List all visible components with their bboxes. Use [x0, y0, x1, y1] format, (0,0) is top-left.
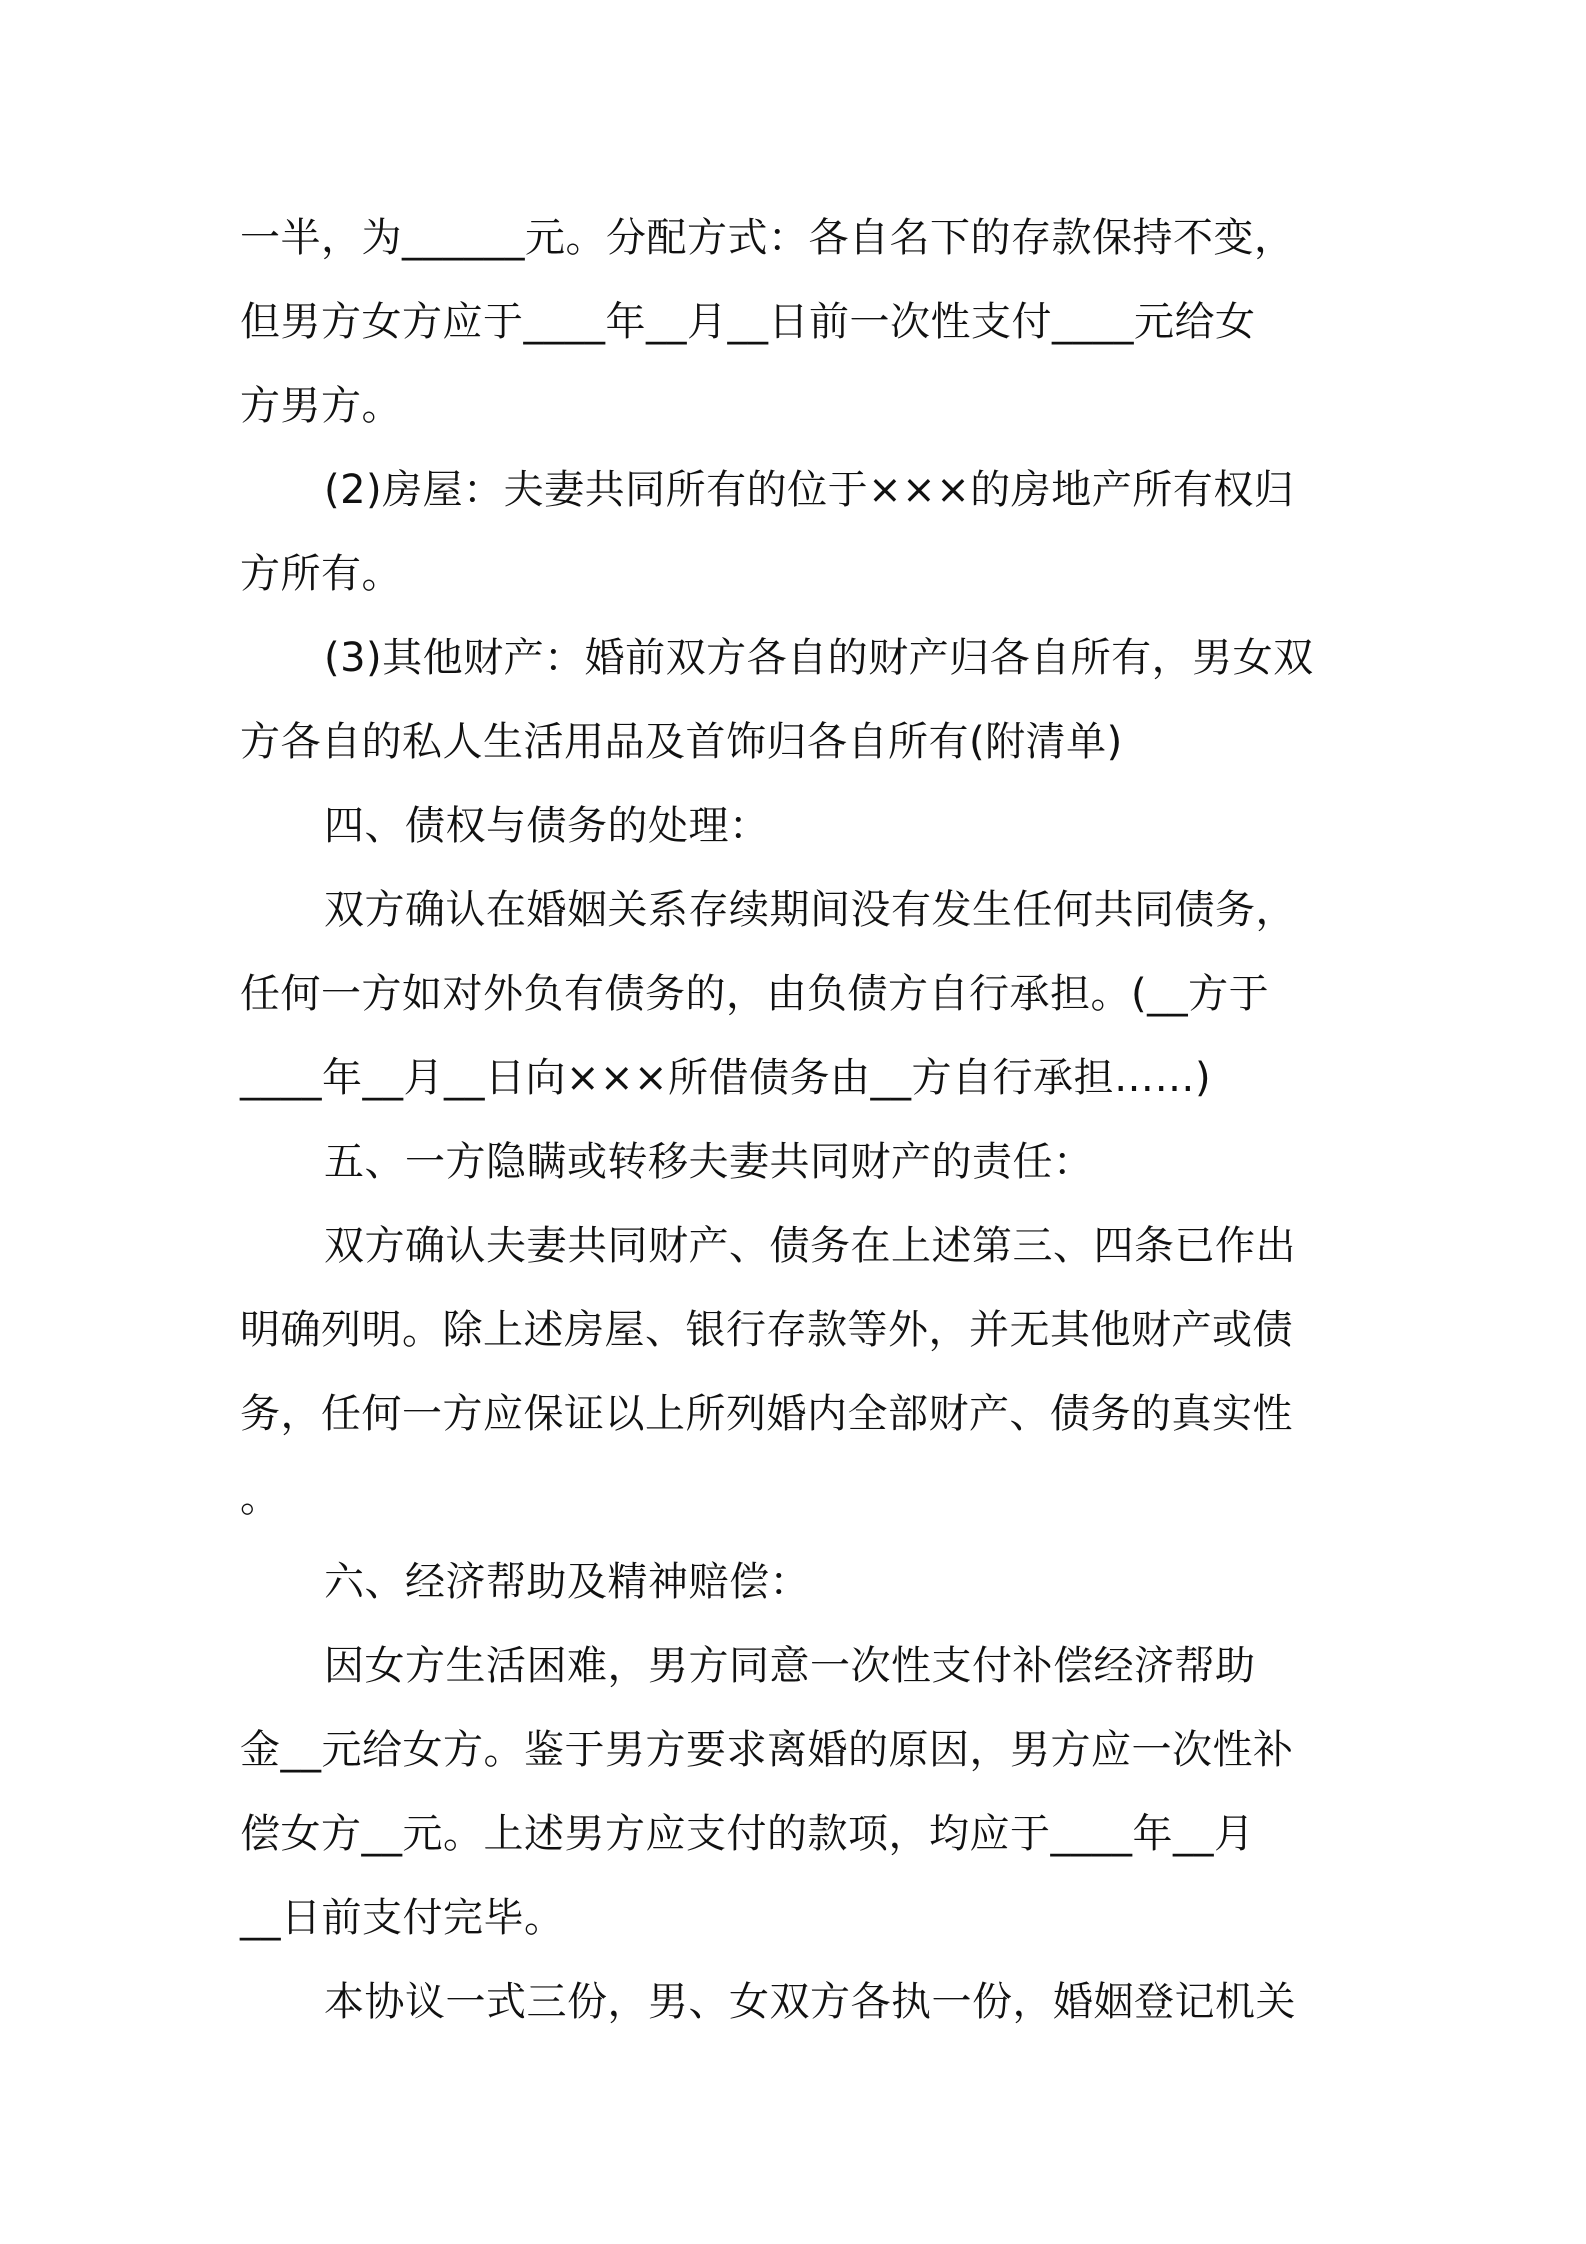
section-heading: 六、经济帮助及精神赔偿：: [324, 1559, 810, 1605]
paragraph-line: 但男方女方应于____年__月__日前一次性支付____元给女: [240, 299, 1256, 345]
paragraph-line: 。: [240, 1475, 281, 1521]
paragraph-line: 双方确认夫妻共同财产、债务在上述第三、四条已作出: [324, 1223, 1296, 1269]
paragraph-line: 一半，为______元。分配方式：各自名下的存款保持不变，: [240, 215, 1295, 261]
paragraph-line: (2)房屋：夫妻共同所有的位于×××的房地产所有权归: [324, 467, 1295, 513]
paragraph-line: 方男方。: [240, 383, 402, 429]
paragraph-line: 方各自的私人生活用品及首饰归各自所有(附清单): [240, 719, 1123, 765]
paragraph-line: 偿女方__元。上述男方应支付的款项，均应于____年__月: [240, 1811, 1255, 1857]
section-heading: 四、债权与债务的处理：: [324, 803, 770, 849]
paragraph-line: 本协议一式三份，男、女双方各执一份，婚姻登记机关: [324, 1979, 1296, 2025]
paragraph-line: 因女方生活困难，男方同意一次性支付补偿经济帮助: [324, 1643, 1256, 1689]
paragraph-line: ____年__月__日向×××所借债务由__方自行承担……): [240, 1055, 1212, 1101]
section-heading: 五、一方隐瞒或转移夫妻共同财产的责任：: [324, 1139, 1094, 1185]
paragraph-line: 任何一方如对外负有债务的，由负债方自行承担。(__方于: [240, 971, 1270, 1017]
paragraph-line: 双方确认在婚姻关系存续期间没有发生任何共同债务，: [324, 887, 1296, 933]
paragraph-line: (3)其他财产：婚前双方各自的财产归各自所有，男女双: [324, 635, 1314, 681]
paragraph-line: 金__元给女方。鉴于男方要求离婚的原因，男方应一次性补: [240, 1727, 1294, 1773]
paragraph-line: 明确列明。除上述房屋、银行存款等外，并无其他财产或债: [240, 1307, 1293, 1353]
paragraph-line: 方所有。: [240, 551, 402, 597]
paragraph-line: 务，任何一方应保证以上所列婚内全部财产、债务的真实性: [240, 1391, 1293, 1437]
paragraph-line: __日前支付完毕。: [240, 1895, 565, 1941]
